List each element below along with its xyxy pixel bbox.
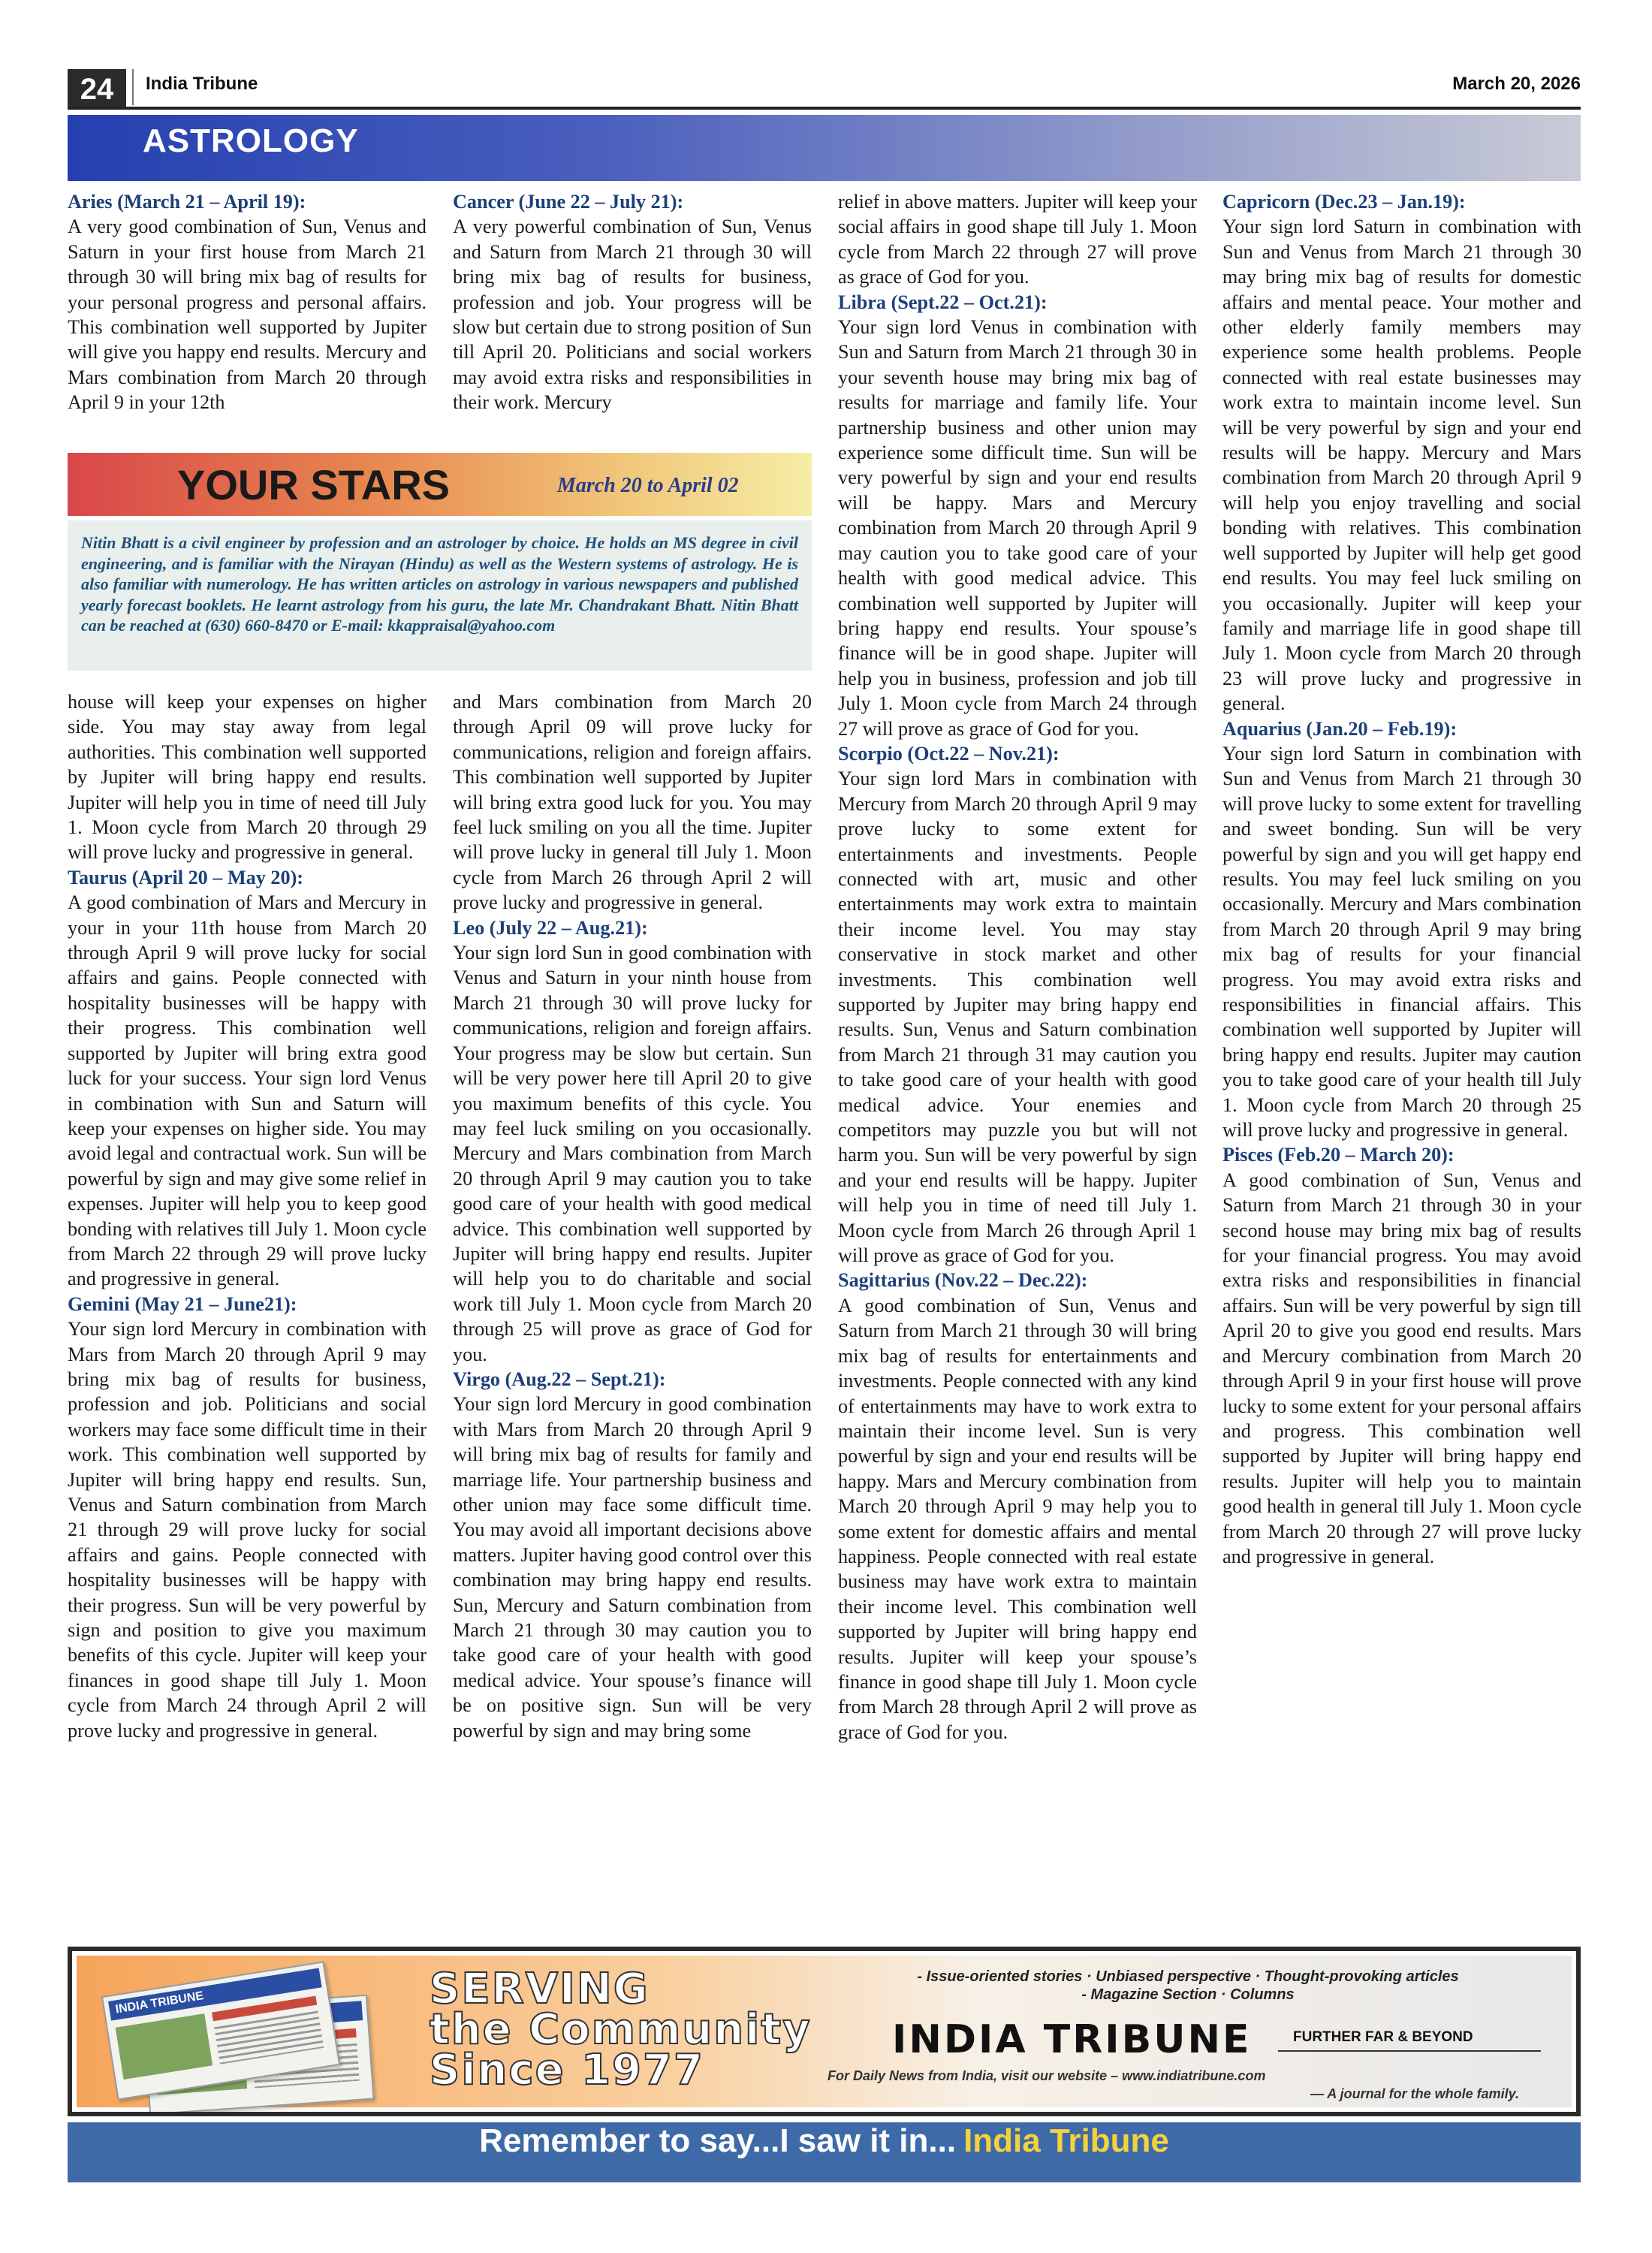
ad-tagline — [828, 1968, 1548, 2004]
sign-text-gemini: Your sign lord Mercury in combination with Mars from March 20 through April 9 may bring mix bag of results for business, profession and job. Politicians and social workers may face some difficult time in their work. This combination well supported by Jupiter will bring happy end results. Sun, Venus and Saturn combination from March 21 through 29 will prove lucky for social affairs and gains. People connected with hospitality businesses will be happy with their progress. Sun will be very powerful by sign and position to give you maximum benefits of this cycle. Jupiter will keep your finances in good shape till July 1. Moon cycle from March 24 through April 2 will prove lucky and progressive in general. — [68, 1318, 427, 1742]
ad-serving-headline — [430, 1965, 812, 2095]
header-divider — [132, 69, 134, 105]
ad-serving-line-1: SERVING — [430, 1965, 650, 2013]
ad-website-link[interactable]: For Daily News from India, visit our website – www.indiatribune.com — [828, 2068, 1266, 2083]
column-2-bottom — [453, 689, 812, 1944]
ad-further-rule — [1278, 2050, 1541, 2052]
sign-text-virgo: Your sign lord Mercury in good combination with Mars from March 20 through April 9 will bring mix bag of results for family and marriage life. Your partnership business and other union may face some difficult time. You may avoid all important decisions above matters. Jupiter having good control over this combination may bring happy end results. Sun, Mercury and Saturn combination from March 21 through 30 may caution you to take good care of your health with good medical advice. Your spouse’s finance will be on positive sign. Sun will be very powerful by sign and may bring some — [453, 1393, 812, 1742]
ad-serving-line-3: Since 1977 — [430, 2046, 704, 2095]
sign-title-leo: Leo (July 22 – Aug.21): — [453, 916, 648, 939]
page-number: 24 — [68, 69, 126, 110]
sign-title-capricorn: Capricorn (Dec.23 – Jan.19): — [1222, 191, 1466, 213]
ad-serving-line-2: the Community — [430, 2005, 812, 2054]
issue-date: March 20, 2026 — [1452, 74, 1581, 94]
ad-journal-line: — A journal for the whole family. — [1310, 2086, 1519, 2101]
your-stars-title: YOUR STARS — [177, 461, 450, 508]
footer-remember-text: Remember to say...I saw it in... — [479, 2122, 957, 2159]
sign-text-taurus: A good combination of Mars and Mercury in your in your 11th house from March 20 through April 9 will prove lucky for social affairs and gains. People connected with hospitality businesses will be happy with their progress. This combination well supported by Jupiter will bring extra good luck for your success. Your sign lord Venus in combination with Sun and Saturn will keep your expenses on higher side. You may avoid legal and contractual work. Sun will be powerful by sign and may give some relief in expenses. Jupiter will help you to keep good bonding with relatives till July 1. Moon cycle from March 22 through 29 will prove lucky and progressive in general. — [68, 891, 427, 1290]
column-1-top — [68, 189, 427, 445]
sign-text-scorpio: Your sign lord Mars in combination with Mercury from March 20 through April 9 may prove lucky to some extent for entertainments and investments. People connected with art, music and other entertainments may work extra to maintain their income level. You may stay conservative in stock market and other investments. This combination well supported by Jupiter may bring happy end results. Sun, Venus and Saturn combination from March 21 through 31 may caution you to take good care of your health with good medical advice. Your enemies and competitors may puzzle you but will not harm you. Sun will be very powerful by sign and your end results will be happy. Jupiter will help you in time of need till July 1. Moon cycle from March 26 through April 1 will prove as grace of God for you. — [838, 768, 1197, 1267]
newspaper-stack-illustration — [93, 1968, 401, 2101]
sign-title-scorpio: Scorpio (Oct.22 – Nov.21): — [838, 742, 1060, 765]
column-3 — [838, 189, 1197, 1944]
sign-title-libra: Libra (Sept.22 – Oct.21): — [838, 291, 1048, 313]
sign-title-gemini: Gemini (May 21 – June21): — [68, 1292, 297, 1315]
sign-title-taurus: Taurus (April 20 – May 20): — [68, 866, 304, 888]
sign-text-aries-part2: house will keep your expenses on higher side. You may stay away from legal authorities. This combination well supported by Jupiter will bring happy end results. Jupiter will help you in time of need till July 1. Moon cycle from March 20 through 29 will prove lucky and progressive in general. — [68, 691, 427, 864]
ad-background — [77, 1956, 1572, 2107]
section-banner — [68, 115, 1581, 181]
sign-text-cancer-part2: and Mars combination from March 20 through April 09 will prove lucky for communications, religion and foreign affairs. This combination well supported by Jupiter will bring extra good luck for you. You may feel luck smiling on you all the time. Jupiter will prove lucky in general till July 1. Moon cycle from March 26 through April 2 will prove lucky and progressive in general. — [453, 691, 812, 914]
sign-text-pisces: A good combination of Sun, Venus and Saturn from March 21 through 30 in your second house may bring mix bag of results for your financial progress. You may avoid extra risks and responsibilities in financial affairs. Sun will be very powerful by sign till April 20 to give you good end results. Mars and Mercury combination from March 20 through April 9 in your first house will prove lucky to some extent for your personal affairs and progress. This combination well supported by Jupiter will bring happy end results. Jupiter will help you to maintain good health in general till July 1. Moon cycle from March 20 through 27 will prove lucky and progressive in general. — [1222, 1169, 1581, 1567]
your-stars-box — [68, 453, 812, 671]
sign-text-leo: Your sign lord Sun in good combination with Venus and Saturn in your ninth house from March 21 through 30 will prove lucky for communications, religion and foreign affairs. Your progress may be slow but certain. Sun will be very power here till April 20 to give you maximum benefits of this cycle. You may feel luck smiling on you occasionally. Mercury and Mars combination from March 20 through April 9 may caution you to take good care of your health with good medical advice. This combination well supported by Jupiter will bring happy end results. Jupiter will help you to do charitable and social work till July 1. Moon cycle from March 20 through 25 will prove as grace of God for you. — [453, 942, 812, 1365]
publication-name: India Tribune — [146, 74, 258, 94]
author-bio: Nitin Bhatt is a civil engineer by profession and an astrologer by choice. He holds an MS degree in civil engineering, and is familiar with the Nirayan (Hindu) as well as the Western systems of astrology. He is also familiar with numerology. He has written articles on astrology in various newspapers and published yearly forecast booklets. He learnt astrology from his guru, the late Mr. Chandrakant Bhatt. Nitin Bhatt can be reached at (630) 660-8470 or E-mail: kkappraisal@yahoo.com — [68, 520, 812, 671]
footer-banner — [68, 2122, 1581, 2182]
column-2-top — [453, 189, 812, 445]
ad-tagline-1: - Issue-oriented stories · Unbiased perspective · Thought-provoking articles — [917, 1968, 1459, 1985]
ad-tagline-2: - Magazine Section · Columns — [1081, 1986, 1295, 2003]
ad-slogan: FURTHER FAR & BEYOND — [1293, 2029, 1473, 2045]
column-4 — [1222, 189, 1581, 1944]
sign-text-virgo-continued: relief in above matters. Jupiter will keep your social affairs in good shape till July 1. Moon cycle from March 22 through 27 will prove as grace of God for you. — [838, 191, 1197, 288]
sign-text-aquarius: Your sign lord Saturn in combination with Sun and Venus from March 21 through 30 will prove lucky to some extent for travelling and sweet bonding. Sun will be very powerful by sign and you will get happy end results. You may feel luck smiling on you occasionally. Mercury and Mars combination from March 20 through April 9 may bring mix bag of results for your financial progress. You may avoid extra risks and responsibilities in financial affairs. This combination well supported by Jupiter will bring happy end results. Jupiter may caution you to take good care of your health till July 1. Moon cycle from March 20 through 25 will prove lucky and progressive in general. — [1222, 742, 1581, 1142]
sign-title-virgo: Virgo (Aug.22 – Sept.21): — [453, 1368, 666, 1390]
sign-title-cancer: Cancer (June 22 – July 21): — [453, 191, 684, 213]
section-title: ASTROLOGY — [143, 122, 359, 159]
sign-title-sagittarius: Sagittarius (Nov.22 – Dec.22): — [838, 1269, 1088, 1292]
sign-text-libra: Your sign lord Venus in combination with Sun and Saturn from March 21 through 30 in your seventh house may bring mix bag of results for marriage and family life. Your partnership business and other union may experience some difficult time. Sun will be very powerful by sign and your end results will be happy. Mars and Mercury combination from March 20 through April 9 may caution you to take good care of your health with good medical advice. This combination well supported by Jupiter will bring happy end results. Your spouse’s finance will be in good shape. Jupiter will help you in business, profession and job till July 1. Moon cycle from March 24 through 27 will prove as grace of God for you. — [838, 316, 1197, 740]
sign-text-sagittarius: A good combination of Sun, Venus and Saturn from March 21 through 30 will bring mix bag of results for entertainments and investments. People connected with any kind of entertainments may have to work extra to maintain their income level. Sun is very powerful by sign and your end results will be happy. Mars and Mercury combination from March 20 through April 9 may help you to some extent for domestic affairs and mental happiness. People connected with real estate business may have work extra to maintain their income level. This combination well supported by Jupiter will bring happy end results. Jupiter will keep your spouse’s finance in good shape till July 1. Moon cycle from March 28 through April 2 will prove as grace of God for you. — [838, 1294, 1197, 1743]
your-stars-banner — [68, 453, 812, 516]
sign-title-pisces: Pisces (Feb.20 – March 20): — [1222, 1144, 1455, 1166]
india-tribune-advertisement[interactable] — [68, 1947, 1581, 2116]
your-stars-date-range: March 20 to April 02 — [557, 474, 739, 497]
ad-brand-logo: INDIA TRIBUNE — [892, 2017, 1252, 2062]
sign-title-aries: Aries (March 21 – April 19): — [68, 191, 306, 213]
sign-title-aquarius: Aquarius (Jan.20 – Feb.19): — [1222, 717, 1458, 740]
footer-brand: India Tribune — [963, 2122, 1169, 2159]
sign-text-aries-part1: A very good combination of Sun, Venus and Saturn in your first house from March 21 through 30 will bring mix bag of results for your personal progress and personal affairs. This combination well supported by Jupiter will give you happy end results. Mercury and Mars combination from March 20 through April 9 in your 12th — [68, 216, 427, 414]
newspaper-masthead: INDIA TRIBUNE — [108, 1968, 322, 2021]
column-1-bottom — [68, 689, 427, 1944]
sign-text-capricorn: Your sign lord Saturn in combination with Sun and Venus from March 21 through 30 may bring mix bag of results for domestic affairs and mental peace. Your mother and other elderly family members may experience some health problems. People connected with real estate businesses may work extra to maintain income level. Sun will be very powerful by sign and your end results will be happy. Mercury and Mars combination from March 20 through April 9 will help you enjoy travelling and social bonding with relatives. This combination well supported by Jupiter will help get good end results. You may feel luck smiling on you occasionally. Jupiter will keep your family and marriage life in good shape till July 1. Moon cycle from March 20 through 23 will prove lucky and progressive in general. — [1222, 216, 1581, 715]
sign-text-cancer-part1: A very powerful combination of Sun, Venus and Saturn from March 21 through 30 will bring mix bag of results for business, profession and job. Your progress will be slow but certain due to strong position of Sun till April 20. Politicians and social workers may avoid extra risks and responsibilities in their work. Mercury — [453, 216, 812, 414]
header-rule — [68, 107, 1581, 110]
